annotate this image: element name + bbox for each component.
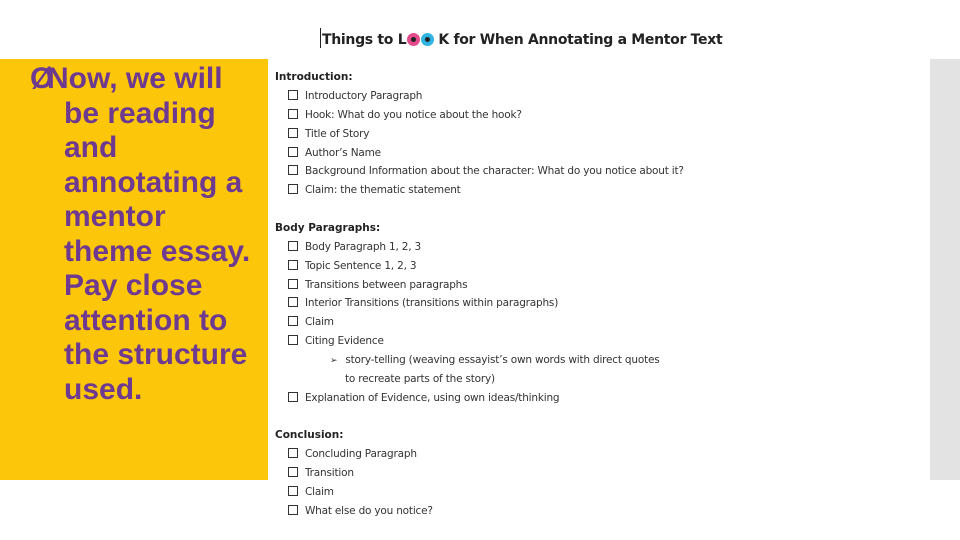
arrow-bullet-icon: ➢ [330,356,338,366]
checkbox-icon[interactable] [288,184,298,194]
checkbox-icon[interactable] [288,279,298,289]
checkbox-icon[interactable] [288,147,298,157]
checklist-item[interactable]: Citing Evidence [288,335,384,347]
checkbox-icon[interactable] [288,241,298,251]
checklist-item[interactable]: Transitions between paragraphs [288,279,467,291]
checkbox-icon[interactable] [288,165,298,175]
checklist-item[interactable]: Introductory Paragraph [288,90,422,102]
eyes-icon [406,32,438,46]
checkbox-icon[interactable] [288,392,298,402]
sub-bullet: ➢ story-telling (weaving essayist’s own words with direct quotes [330,354,660,366]
sub-bullet-continuation: to recreate parts of the story) [345,373,495,385]
checkbox-icon[interactable] [288,316,298,326]
bullet-arrow-icon: Ø [30,62,54,95]
checklist-item[interactable]: Hook: What do you notice about the hook? [288,109,522,121]
checklist-item[interactable]: Concluding Paragraph [288,448,417,460]
checklist-item[interactable]: Claim [288,486,334,498]
checklist-item[interactable]: Claim: the thematic statement [288,184,461,196]
slide-bullet [30,62,260,407]
checklist-item[interactable]: Body Paragraph 1, 2, 3 [288,241,421,253]
checkbox-icon[interactable] [288,467,298,477]
checkbox-icon[interactable] [288,297,298,307]
checkbox-icon[interactable] [288,505,298,515]
checklist-item[interactable]: Transition [288,467,354,479]
section-heading-conclusion: Conclusion: [275,429,344,441]
checklist-item[interactable]: Interior Transitions (transitions within paragraphs) [288,297,558,309]
section-heading-introduction: Introduction: [275,71,353,83]
checklist-item[interactable]: Explanation of Evidence, using own ideas/thinking [288,392,559,404]
checklist-item[interactable]: Background Information about the character: What do you notice about it? [288,165,684,177]
checklist-item[interactable]: What else do you notice? [288,505,433,517]
checklist-item[interactable]: Claim [288,316,334,328]
checklist-document [268,18,723,540]
bullet-text: Now, we will be reading and annotating a mentor theme essay. Pay close attention to the structure used. [47,62,251,406]
checkbox-icon[interactable] [288,128,298,138]
checklist-item[interactable]: Author’s Name [288,147,381,159]
checklist-item[interactable]: Title of Story [288,128,369,140]
right-gray-band [930,59,960,480]
checkbox-icon[interactable] [288,486,298,496]
checkbox-icon[interactable] [288,260,298,270]
section-heading-body: Body Paragraphs: [275,222,381,234]
checkbox-icon[interactable] [288,90,298,100]
checkbox-icon[interactable] [288,335,298,345]
checkbox-icon[interactable] [288,448,298,458]
checkbox-icon[interactable] [288,109,298,119]
checklist-item[interactable]: Topic Sentence 1, 2, 3 [288,260,416,272]
document-title: Things to L K for When Annotating a Mentor Text [320,28,722,48]
text-cursor [320,28,321,48]
